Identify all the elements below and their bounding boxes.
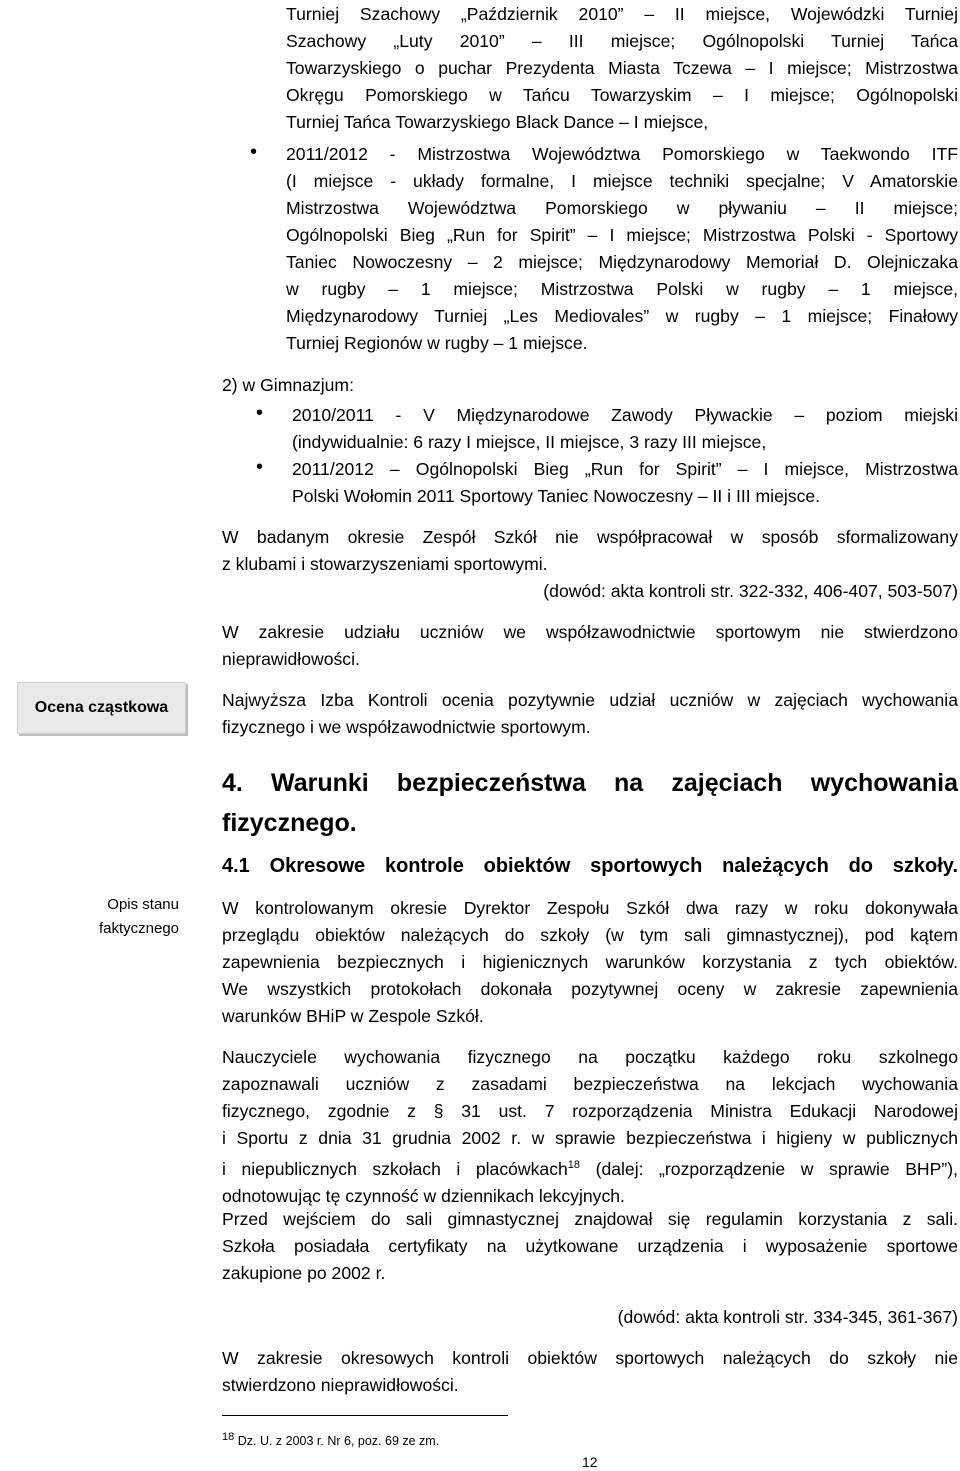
paragraph-nieprawidlowosci-1: W zakresie udziału uczniów we współzawodnictwie sportowym nie stwierdzono nieprawidłowości.: [222, 622, 958, 669]
gimnazjum-2010-2011: 2010/2011 - V Międzynarodowe Zawody Pływackie – poziom miejski (indywidualnie: 6 razy I miejsce, II miejsce, 3 razy III miejsce,: [292, 405, 958, 452]
paragraph-ocena: Najwyższa Izba Kontroli ocenia pozytywnie udział uczniów w zajęciach wychowania fizycznego i we współzawodnictwie sportowym.: [222, 690, 958, 737]
paragraph-kluby: W badanym okresie Zespół Szkół nie współpracował w sposób sformalizowany z klubami i stowarzyszeniami sportowymi. (dowód: akta kontroli str. 322-332, 406-407, 503-507): [222, 527, 958, 601]
gimnazjum-heading: 2) w Gimnazjum:: [222, 375, 354, 395]
opis-stanu-label: Opis stanu faktycznego: [98, 896, 179, 937]
achievements-2011-2012: 2011/2012 - Mistrzostwa Województwa Pomorskiego w Taekwondo ITF (I miejsce - układy formalne, I miejsce techniki specjalne; V Amatorskie Mistrzostwa Województwa Pomorskiego w pływaniu – II miejsce; Ogólnopolski Bieg „Run for Spirit” – I miejsce; Mistrzostwa Polski - Sportowy Taniec Nowoczesny – 2 miejsce; Międzynarodowy Memoriał D. Olejniczaka w rugby – 1 miejsce; Mistrzostwa Polski w rugby – 1 miejsce, Międzynarodowy Turniej „Les Mediovales” w rugby – 1 miejsce; Finałowy Turniej Regionów w rugby – 1 miejsce.: [286, 144, 958, 353]
paragraph-kontrole: W kontrolowanym okresie Dyrektor Zespołu Szkół dwa razy w roku dokonywała przeglądu obiektów należących do szkoły (w tym sali gimnastycznej), pod kątem zapewnienia bezpiecznych i higienicznych warunków korzystania z tych obiektów. We wszystkich protokołach dokonała pozytywnej oceny w zakresie zapewnienia warunków BHiP w Zespole Szkół.: [222, 898, 958, 1026]
footnote-separator: [222, 1415, 508, 1416]
page-number: 12: [582, 1454, 598, 1470]
bullet-icon: •: [256, 456, 264, 478]
evidence-2: (dowód: akta kontroli str. 334-345, 361-367): [617, 1307, 958, 1327]
footnote: $^{18}$ Dz. U. z 2003 r. Nr 6, poz. 69 ze zm.: [222, 1431, 440, 1449]
paragraph-regulamin: Przed wejściem do sali gimnastycznej znajdował się regulamin korzystania z sali. Szkoła posiadała certyfikaty na użytkowane urządzenia i wyposażenie sportowe zakupione po 2002 r.: [222, 1209, 958, 1283]
ocena-czastkowa-box: [17, 682, 186, 734]
gimnazjum-2011-2012: 2011/2012 – Ogólnopolski Bieg „Run for Spirit” – I miejsce, Mistrzostwa Polski Wołomin 2011 Sportowy Taniec Nowoczesny – II i III miejsce.: [292, 459, 958, 506]
paragraph-nauczyciele: Nauczyciele wychowania fizycznego na początku każdego roku szkolnego zapoznawali uczniów z zasadami bezpieczeństwa na lekcjach wychowania fizycznego, zgodnie z § 31 ust. 7 rozporządzenia Ministra Edukacji Narodowej i Sportu z dnia 31 grudnia 2002 r. w sprawie bezpieczeństwa i higieny w publicznych i niepublicznych szkołach i placówkach$^{18}$ (dalej: „rozporządzenie w sprawie BHP”), odnotowując tę czynność w dziennikach lekcyjnych.: [222, 1047, 958, 1206]
ocena-czastkowa-label: Ocena cząstkowa: [34, 699, 169, 716]
bullet-icon: •: [250, 141, 258, 163]
footnote-ref[interactable]: 18: [567, 1159, 581, 1171]
achievements-continued: Turniej Szachowy „Październik 2010” – II miejsce, Wojewódzki Turniej Szachowy „Luty 2010” – III miejsce; Ogólnopolski Turniej Tańca Towarzyskiego o puchar Prezydenta Miasta Tczewa – I miejsce; Mistrzostwa Okręgu Pomorskiego w Tańcu Towarzyskim – I miejsce; Ogólnopolski Turniej Tańca Towarzyskiego Black Dance – I miejsce,: [286, 4, 958, 132]
section-heading-4: 4. Warunki bezpieczeństwa na zajęciach wychowania fizycznego.: [222, 769, 958, 837]
paragraph-nieprawidlowosci-2: W zakresie okresowych kontroli obiektów sportowych należących do szkoły nie stwierdzono nieprawidłowości.: [222, 1348, 958, 1395]
bullet-icon: •: [256, 402, 264, 424]
section-heading-4-1: 4.1 Okresowe kontrole obiektów sportowych należących do szkoły.: [222, 855, 958, 877]
